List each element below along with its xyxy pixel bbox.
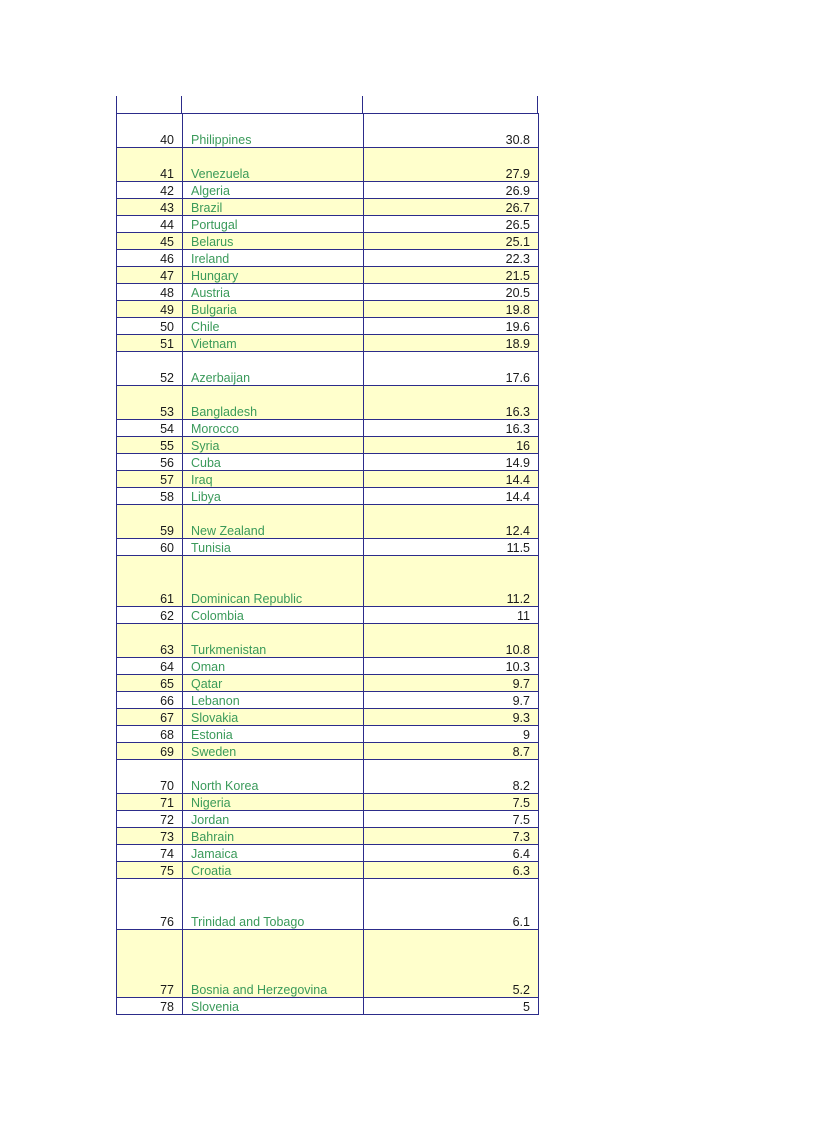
country-cell[interactable]: Philippines: [183, 114, 364, 148]
table-row: [117, 284, 539, 301]
table-row: [117, 658, 539, 675]
country-cell[interactable]: Algeria: [183, 182, 364, 199]
value-cell[interactable]: 9.3: [364, 709, 539, 726]
value-cell[interactable]: 7.3: [364, 828, 539, 845]
table-row: [117, 267, 539, 284]
spreadsheet: [116, 96, 538, 1015]
rank-cell[interactable]: 42: [117, 182, 183, 199]
grid-line: [116, 96, 117, 113]
table-row: [117, 845, 539, 862]
value-cell[interactable]: 20.5: [364, 284, 539, 301]
table-row: [117, 539, 539, 556]
rank-cell[interactable]: 63: [117, 624, 183, 658]
country-cell[interactable]: Colombia: [183, 607, 364, 624]
value-cell[interactable]: 18.9: [364, 335, 539, 352]
value-cell[interactable]: 26.5: [364, 216, 539, 233]
value-cell[interactable]: 6.1: [364, 879, 539, 930]
country-cell[interactable]: Austria: [183, 284, 364, 301]
rank-cell[interactable]: 67: [117, 709, 183, 726]
value-cell[interactable]: 14.4: [364, 471, 539, 488]
rank-cell[interactable]: 41: [117, 148, 183, 182]
table-row: [117, 233, 539, 250]
rank-cell[interactable]: 71: [117, 794, 183, 811]
value-cell[interactable]: 11.2: [364, 556, 539, 607]
table-row: [117, 488, 539, 505]
rank-cell[interactable]: 58: [117, 488, 183, 505]
rank-cell[interactable]: 48: [117, 284, 183, 301]
value-cell[interactable]: 16.3: [364, 420, 539, 437]
value-cell[interactable]: 19.6: [364, 318, 539, 335]
country-cell[interactable]: Bangladesh: [183, 386, 364, 420]
country-cell[interactable]: New Zealand: [183, 505, 364, 539]
country-cell[interactable]: Estonia: [183, 726, 364, 743]
table-row: [117, 930, 539, 998]
country-cell[interactable]: Croatia: [183, 862, 364, 879]
rank-cell[interactable]: 64: [117, 658, 183, 675]
ranking-table: [116, 113, 539, 1015]
rank-cell[interactable]: 56: [117, 454, 183, 471]
rank-cell[interactable]: 40: [117, 114, 183, 148]
value-cell[interactable]: 5: [364, 998, 539, 1015]
table-row: [117, 148, 539, 182]
value-cell[interactable]: 6.4: [364, 845, 539, 862]
rank-cell[interactable]: 70: [117, 760, 183, 794]
country-cell[interactable]: Azerbaijan: [183, 352, 364, 386]
rank-cell[interactable]: 60: [117, 539, 183, 556]
value-cell[interactable]: 12.4: [364, 505, 539, 539]
rank-cell[interactable]: 77: [117, 930, 183, 998]
country-cell[interactable]: Libya: [183, 488, 364, 505]
country-cell[interactable]: Brazil: [183, 199, 364, 216]
table-row: [117, 624, 539, 658]
value-cell[interactable]: 16.3: [364, 386, 539, 420]
country-cell[interactable]: Bosnia and Herzegovina: [183, 930, 364, 998]
value-cell[interactable]: 17.6: [364, 352, 539, 386]
value-cell[interactable]: 21.5: [364, 267, 539, 284]
rank-cell[interactable]: 75: [117, 862, 183, 879]
country-cell[interactable]: Oman: [183, 658, 364, 675]
table-row: [117, 794, 539, 811]
country-cell[interactable]: Slovakia: [183, 709, 364, 726]
table-row: [117, 471, 539, 488]
rank-cell[interactable]: 51: [117, 335, 183, 352]
country-cell[interactable]: North Korea: [183, 760, 364, 794]
value-cell[interactable]: 26.9: [364, 182, 539, 199]
country-cell[interactable]: Hungary: [183, 267, 364, 284]
grid-continuation: [116, 96, 538, 113]
value-cell[interactable]: 7.5: [364, 794, 539, 811]
rank-cell[interactable]: 57: [117, 471, 183, 488]
grid-line: [181, 96, 182, 113]
rank-cell[interactable]: 59: [117, 505, 183, 539]
rank-cell[interactable]: 44: [117, 216, 183, 233]
rank-cell[interactable]: 74: [117, 845, 183, 862]
country-cell[interactable]: Slovenia: [183, 998, 364, 1015]
value-cell[interactable]: 26.7: [364, 199, 539, 216]
table-row: [117, 879, 539, 930]
country-cell[interactable]: Sweden: [183, 743, 364, 760]
value-cell[interactable]: 14.9: [364, 454, 539, 471]
rank-cell[interactable]: 61: [117, 556, 183, 607]
country-cell[interactable]: Portugal: [183, 216, 364, 233]
country-cell[interactable]: Iraq: [183, 471, 364, 488]
country-cell[interactable]: Lebanon: [183, 692, 364, 709]
table-row: [117, 998, 539, 1015]
value-cell[interactable]: 25.1: [364, 233, 539, 250]
country-cell[interactable]: Belarus: [183, 233, 364, 250]
value-cell[interactable]: 14.4: [364, 488, 539, 505]
country-cell[interactable]: Ireland: [183, 250, 364, 267]
table-row: [117, 811, 539, 828]
country-cell[interactable]: Bulgaria: [183, 301, 364, 318]
value-cell[interactable]: 9.7: [364, 692, 539, 709]
value-cell[interactable]: 11.5: [364, 539, 539, 556]
value-cell[interactable]: 22.3: [364, 250, 539, 267]
country-cell[interactable]: Syria: [183, 437, 364, 454]
table-row: [117, 556, 539, 607]
table-row: [117, 318, 539, 335]
rank-cell[interactable]: 73: [117, 828, 183, 845]
rank-cell[interactable]: 69: [117, 743, 183, 760]
rank-cell[interactable]: 55: [117, 437, 183, 454]
value-cell[interactable]: 27.9: [364, 148, 539, 182]
table-row: [117, 386, 539, 420]
table-row: [117, 505, 539, 539]
table-row: [117, 335, 539, 352]
value-cell[interactable]: 11: [364, 607, 539, 624]
rank-cell[interactable]: 66: [117, 692, 183, 709]
value-cell[interactable]: 5.2: [364, 930, 539, 998]
table-row: [117, 828, 539, 845]
rank-cell[interactable]: 47: [117, 267, 183, 284]
rank-cell[interactable]: 46: [117, 250, 183, 267]
table-row: [117, 199, 539, 216]
country-cell[interactable]: Morocco: [183, 420, 364, 437]
table-row: [117, 607, 539, 624]
rank-cell[interactable]: 52: [117, 352, 183, 386]
value-cell[interactable]: 19.8: [364, 301, 539, 318]
value-cell[interactable]: 6.3: [364, 862, 539, 879]
value-cell[interactable]: 9: [364, 726, 539, 743]
rank-cell[interactable]: 72: [117, 811, 183, 828]
rank-cell[interactable]: 43: [117, 199, 183, 216]
rank-cell[interactable]: 54: [117, 420, 183, 437]
table-row: [117, 454, 539, 471]
country-cell[interactable]: Trinidad and Tobago: [183, 879, 364, 930]
country-cell[interactable]: Qatar: [183, 675, 364, 692]
table-row: [117, 216, 539, 233]
country-cell[interactable]: Nigeria: [183, 794, 364, 811]
rank-cell[interactable]: 78: [117, 998, 183, 1015]
country-cell[interactable]: Jordan: [183, 811, 364, 828]
value-cell[interactable]: 10.3: [364, 658, 539, 675]
grid-line: [362, 96, 363, 113]
country-cell[interactable]: Venezuela: [183, 148, 364, 182]
country-cell[interactable]: Turkmenistan: [183, 624, 364, 658]
rank-cell[interactable]: 45: [117, 233, 183, 250]
value-cell[interactable]: 10.8: [364, 624, 539, 658]
table-row: [117, 692, 539, 709]
rank-cell[interactable]: 65: [117, 675, 183, 692]
table-row: [117, 182, 539, 199]
rank-cell[interactable]: 50: [117, 318, 183, 335]
rank-cell[interactable]: 68: [117, 726, 183, 743]
value-cell[interactable]: 30.8: [364, 114, 539, 148]
rank-cell[interactable]: 49: [117, 301, 183, 318]
country-cell[interactable]: Vietnam: [183, 335, 364, 352]
grid-line: [537, 96, 538, 113]
country-cell[interactable]: Chile: [183, 318, 364, 335]
rank-cell[interactable]: 53: [117, 386, 183, 420]
table-row: [117, 114, 539, 148]
table-row: [117, 709, 539, 726]
value-cell[interactable]: 16: [364, 437, 539, 454]
table-row: [117, 420, 539, 437]
table-row: [117, 743, 539, 760]
country-cell[interactable]: Cuba: [183, 454, 364, 471]
table-row: [117, 726, 539, 743]
table-row: [117, 675, 539, 692]
country-cell[interactable]: Jamaica: [183, 845, 364, 862]
value-cell[interactable]: 7.5: [364, 811, 539, 828]
table-body: [117, 114, 539, 1015]
table-row: [117, 437, 539, 454]
rank-cell[interactable]: 76: [117, 879, 183, 930]
country-cell[interactable]: Tunisia: [183, 539, 364, 556]
value-cell[interactable]: 8.7: [364, 743, 539, 760]
table-row: [117, 250, 539, 267]
value-cell[interactable]: 8.2: [364, 760, 539, 794]
table-row: [117, 301, 539, 318]
rank-cell[interactable]: 62: [117, 607, 183, 624]
table-row: [117, 760, 539, 794]
value-cell[interactable]: 9.7: [364, 675, 539, 692]
country-cell[interactable]: Bahrain: [183, 828, 364, 845]
table-row: [117, 862, 539, 879]
table-row: [117, 352, 539, 386]
country-cell[interactable]: Dominican Republic: [183, 556, 364, 607]
